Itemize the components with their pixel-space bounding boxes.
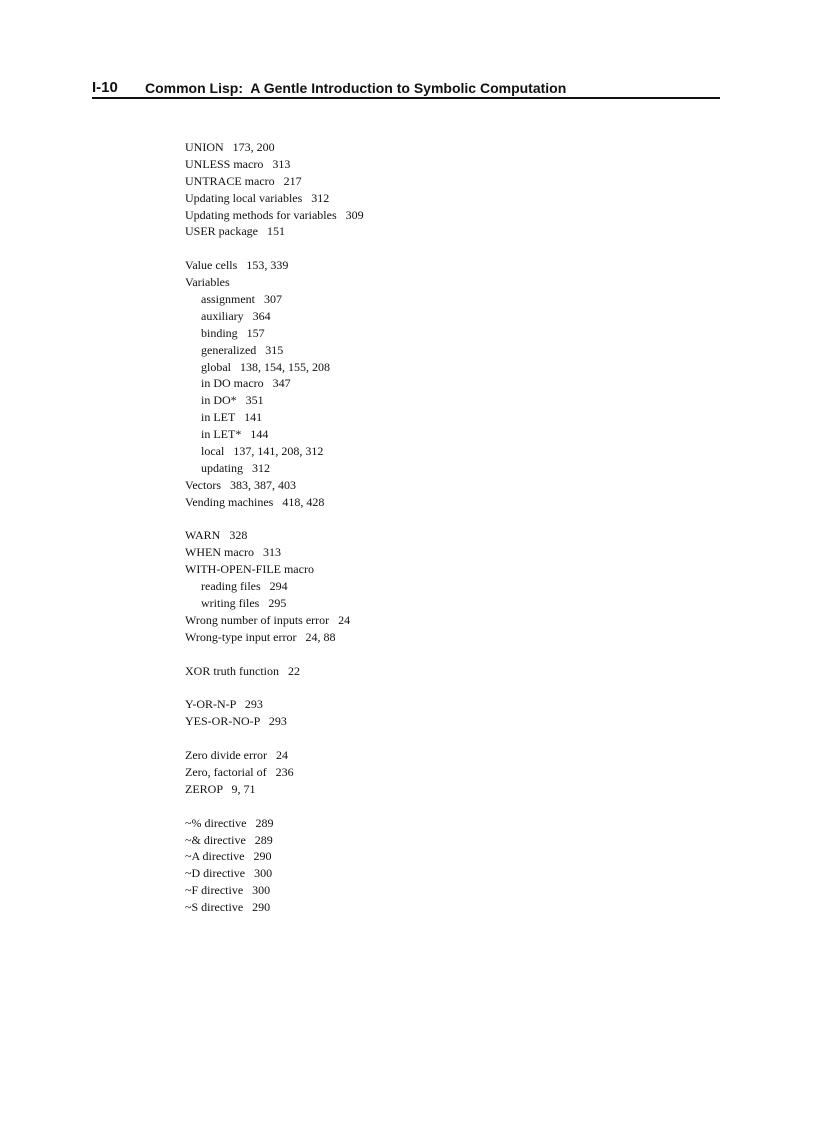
index-entry: Vending machines 418, 428 — [185, 494, 325, 509]
index-subentry: in LET 141 — [201, 410, 263, 425]
index-entry: ~% directive 289 — [185, 815, 274, 830]
index-entry: XOR truth function 22 — [185, 663, 300, 678]
index-entry: Zero divide error 24 — [185, 748, 288, 763]
index-entry: Vectors 383, 387, 403 — [185, 477, 296, 492]
index-entry: Wrong number of inputs error 24 — [185, 612, 351, 627]
index-entry: ZEROP 9, 71 — [185, 781, 256, 796]
index-entry: WITH-OPEN-FILE macro — [185, 562, 314, 577]
index-entry: Zero, factorial of 236 — [185, 764, 294, 779]
index-entry: Wrong-type input error 24, 88 — [185, 629, 336, 644]
running-title: Common Lisp: A Gentle Introduction to Symbolic Computation — [145, 80, 567, 96]
index-letter-group — [185, 139, 605, 240]
index-letter-group — [185, 696, 605, 730]
index-entry: Updating local variables 312 — [185, 190, 330, 205]
index-subentry: in DO macro 347 — [201, 376, 291, 391]
index-entry: WARN 328 — [185, 528, 248, 543]
index-entry: ~A directive 290 — [185, 849, 272, 864]
index-subentry: in LET* 144 — [201, 427, 269, 442]
index-subentry: assignment 307 — [201, 292, 282, 307]
index-entry: Y-OR-N-P 293 — [185, 697, 263, 712]
index-entry: Updating methods for variables 309 — [185, 207, 364, 222]
index-entry: WHEN macro 313 — [185, 545, 281, 560]
index-entry: ~D directive 300 — [185, 866, 273, 881]
index-entry: UNION 173, 200 — [185, 140, 275, 154]
index-entry: ~& directive 289 — [185, 832, 273, 847]
index-subentry: reading files 294 — [201, 579, 288, 594]
index-entry: YES-OR-NO-P 293 — [185, 714, 287, 729]
index-subentry: updating 312 — [201, 460, 270, 475]
index-column — [185, 139, 605, 933]
page-header — [92, 79, 720, 99]
index-subentry: auxiliary 364 — [201, 308, 271, 323]
index-letter-group — [185, 257, 605, 510]
index-entry: USER package 151 — [185, 224, 285, 239]
index-entry: UNLESS macro 313 — [185, 156, 291, 171]
index-entry: ~F directive 300 — [185, 883, 271, 898]
index-subentry: binding 157 — [201, 325, 265, 340]
index-entry: UNTRACE macro 217 — [185, 173, 302, 188]
index-entry: Variables — [185, 275, 230, 290]
page-number: I-10 — [92, 79, 118, 96]
index-letter-group — [185, 815, 605, 916]
index-entry: ~S directive 290 — [185, 900, 271, 915]
index-letter-group — [185, 527, 605, 645]
index-subentry: global 138, 154, 155, 208 — [201, 359, 330, 374]
index-letter-group — [185, 747, 605, 798]
index-subentry: writing files 295 — [201, 596, 287, 611]
index-letter-group — [185, 663, 605, 680]
index-subentry: generalized 315 — [201, 342, 284, 357]
index-subentry: in DO* 351 — [201, 393, 264, 408]
index-subentry: local 137, 141, 208, 312 — [201, 444, 324, 459]
index-entry: Value cells 153, 339 — [185, 258, 289, 273]
